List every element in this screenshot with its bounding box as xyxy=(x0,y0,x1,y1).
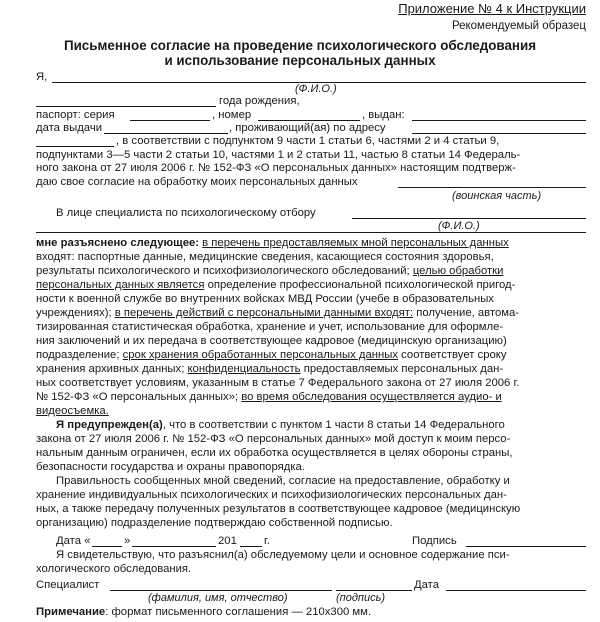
month-line[interactable] xyxy=(132,546,216,547)
fio-hint: (Ф.И.О.) xyxy=(295,83,337,95)
correctness-line-3: ных, а также передачу полученных результатов в соответствующее кадровое (медицинскую xyxy=(36,503,521,515)
specialist-sign-line[interactable] xyxy=(336,590,412,591)
explained-line-10: хранения архивных данных; конфиденциальность предоставляемых персональных дан- xyxy=(36,363,504,375)
explained-line-13: видеосъемка. xyxy=(36,405,109,417)
correctness-line-2: хранение индивидуальных психологических и психофизиологических персональных дан- xyxy=(36,489,507,501)
confidentiality-phrase: конфиденциальность xyxy=(187,363,301,375)
legal-basis-line-2: подпунктами 3—5 части 2 статьи 10, частями 1 и 2 статьи 11, частью 8 статьи 14 Федераль- xyxy=(36,149,521,161)
note-text: : формат письменного соглашения — 210х300 мм. xyxy=(105,606,372,618)
warned-line-4: безопасности государства и охраны правопорядка. xyxy=(36,461,305,473)
warned-line-3: нальным данным ограничен, если их обработка осуществляется в целях обороны страны, xyxy=(36,447,513,459)
document-title-line-2: и использование персональных данных xyxy=(164,53,436,68)
specialist-label: Специалист xyxy=(36,579,100,591)
explained-lead: мне разъяснено следующее: xyxy=(36,237,200,249)
specialist-sign-hint: (подпись) xyxy=(336,592,386,604)
passport-series-label: паспорт: серия xyxy=(36,109,115,121)
passport-number-line[interactable] xyxy=(258,120,360,121)
warned-line-2: закона от 27 июля 2006 г. № 152-ФЗ «О персональных данных» мой доступ к моим персо- xyxy=(36,433,511,445)
appendix-heading: Приложение № 4 к Инструкции xyxy=(398,1,586,16)
explained-line-9: подразделение; срок хранения обработанных персональных данных соответствует сроку xyxy=(36,349,507,361)
military-unit-line[interactable] xyxy=(398,187,586,188)
legal-basis-line-3: ного закона от 27 июля 2006 г. № 152-ФЗ «О персональных данных» настоящим подтверж- xyxy=(36,162,516,174)
passport-series-line[interactable] xyxy=(130,120,210,121)
note-label: Примечание xyxy=(36,606,106,618)
certify-line-1: Я свидетельствую, что разъяснил(а) обследуемому цели и основное содержание пси- xyxy=(56,549,510,561)
passport-number-label: , номер xyxy=(212,109,252,121)
explained-line-3: результаты психологического и психофизиологического обследований; целью обработки xyxy=(36,265,504,277)
address-continuation-line[interactable] xyxy=(36,146,114,147)
explained-line-2: входят: паспортные данные, медицинские сведения, касающиеся состояния здоровья, xyxy=(36,251,494,263)
issued-by-line[interactable] xyxy=(412,120,586,121)
specialist-fio-hint: (Ф.И.О.) xyxy=(438,220,480,232)
certify-line-2: хологического обследования. xyxy=(36,563,192,575)
warned-line-1: Я предупрежден(а), что в соответствии с пунктом 1 части 8 статьи 14 Федерального xyxy=(56,419,505,431)
date-label: Дата « xyxy=(56,535,91,547)
explained-line-5: ности к военной службе во внутренних войсках МВД России (учебе в образовательных xyxy=(36,293,494,305)
issue-date-line[interactable] xyxy=(104,133,228,134)
specialist-fio-line[interactable] xyxy=(352,218,586,219)
retention-phrase: срок хранения обработанных персональных данных xyxy=(122,349,398,361)
legal-basis-line-4: даю свое согласие на обработку моих персональных данных xyxy=(36,176,358,188)
issued-label: , выдан: xyxy=(362,109,405,121)
specialist-date-label: Дата xyxy=(414,579,440,591)
i-label: Я, xyxy=(36,71,48,83)
year-prefix: 201 xyxy=(218,535,237,547)
residing-label: , проживающий(ая) по адресу xyxy=(229,122,386,134)
specialist-name-line[interactable] xyxy=(110,590,332,591)
sample-note: Рекомендуемый образец xyxy=(451,20,586,32)
birth-date-line[interactable] xyxy=(36,106,216,107)
recording-phrase: во время обследования осуществляется аудио- и xyxy=(241,391,502,403)
day-line[interactable] xyxy=(92,546,122,547)
warned-lead: Я предупрежден(а) xyxy=(56,419,163,431)
purpose-phrase: целью обработки xyxy=(412,265,504,277)
data-list-phrase: в перечень предоставляемых мной персональных данных xyxy=(202,237,509,249)
note-line xyxy=(36,606,371,619)
correctness-line-1: Правильность сообщенных мной сведений, согласие на предоставление, обработку и xyxy=(56,475,510,487)
signature-line[interactable] xyxy=(466,546,586,547)
explained-line-7: тизированная статистическая обработка, хранение и учет, использование для оформле- xyxy=(36,321,504,333)
specialist-fio-line-2[interactable] xyxy=(36,232,586,233)
explained-line-4: персональных данных является определение профессиональной психологической пригод- xyxy=(36,279,516,291)
explained-line-11: ных соответствует условиям, указанным в статье 7 Федерального закона от 27 июля 2006 г. xyxy=(36,377,520,389)
explained-line-12: № 152-ФЗ «О персональных данных»; во время обследования осуществляется аудио- и xyxy=(36,391,502,403)
year-line[interactable] xyxy=(240,546,262,547)
address-line[interactable] xyxy=(412,133,586,134)
actions-phrase: в перечень действий с персональными данными входят: xyxy=(114,307,414,319)
explained-line-1 xyxy=(36,237,509,250)
date-quote-close: » xyxy=(124,535,131,547)
issue-date-label: дата выдачи xyxy=(36,122,103,134)
specialist-name-hint: (фамилия, имя, отчество) xyxy=(148,592,288,604)
birth-year-label: года рождения, xyxy=(219,95,300,107)
military-unit-hint: (воинская часть) xyxy=(452,190,542,202)
year-suffix: г. xyxy=(264,535,270,547)
correctness-line-4: организацию) подразделение подтверждаю собственной подписью. xyxy=(36,517,393,529)
explained-line-6: учреждениях); в перечень действий с персональными данными входят: получение, автома- xyxy=(36,307,520,319)
explained-line-8: ния заключений и их передача в соответствующее кадровое (медицинскую организацию) xyxy=(36,335,507,347)
specialist-date-line[interactable] xyxy=(446,590,586,591)
legal-basis-line-1: , в соответствии с подпунктом 9 части 1 статьи 6, частями 2 и 4 статьи 9, xyxy=(116,135,500,147)
signature-label: Подпись xyxy=(412,535,457,547)
document-title-line-1: Письменное согласие на проведение психологического обследования xyxy=(63,38,537,53)
specialist-intro: В лице специалиста по психологическому отбору xyxy=(56,207,316,219)
